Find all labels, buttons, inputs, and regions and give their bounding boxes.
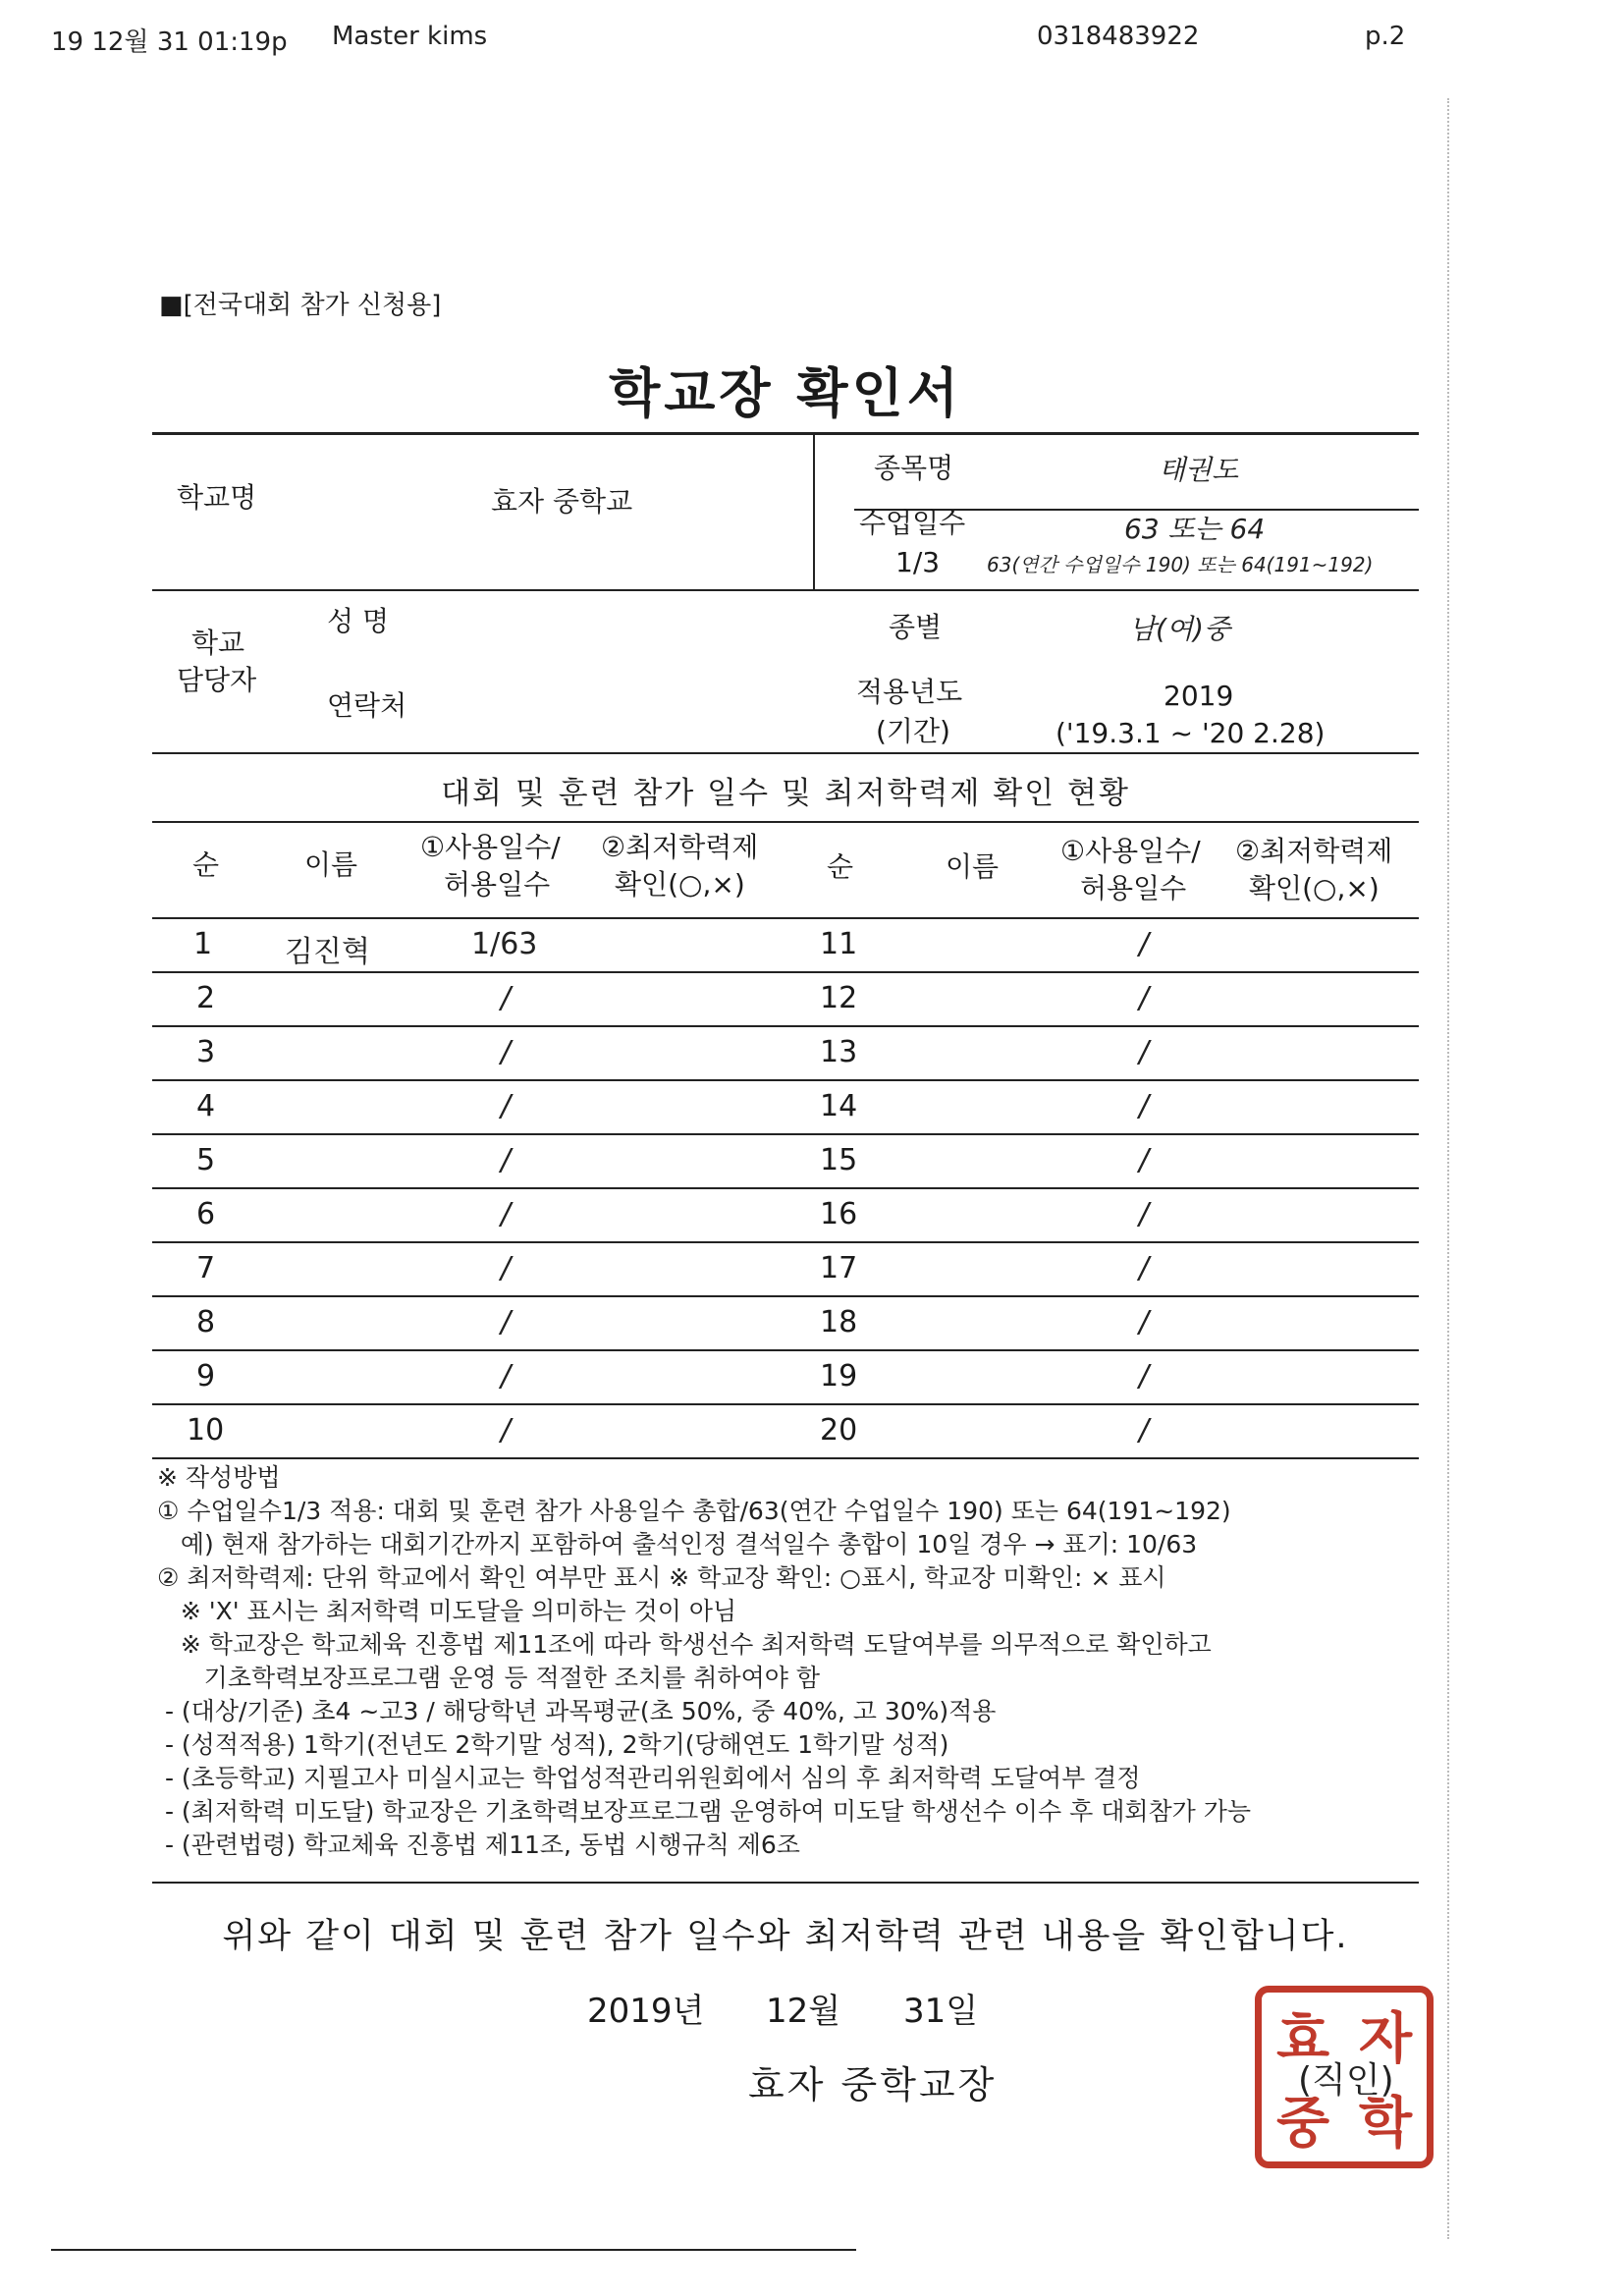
row-num: 5 bbox=[196, 1143, 216, 1177]
seal-char: 자 bbox=[1358, 2007, 1413, 2071]
row-num: 15 bbox=[820, 1143, 858, 1177]
confirmation-text: 위와 같이 대회 및 훈련 참가 일수와 최저학력 관련 내용을 확인합니다. bbox=[222, 1917, 1349, 1956]
info-bottom-border bbox=[152, 752, 1419, 754]
table-row bbox=[152, 1187, 1419, 1243]
header-days-right-2: 허용일수 bbox=[1080, 872, 1187, 904]
row-num: 17 bbox=[820, 1251, 858, 1285]
row-num: 19 bbox=[820, 1359, 858, 1394]
info-top-border bbox=[152, 432, 1419, 435]
row-days: / bbox=[501, 1143, 512, 1177]
note-line: - (관련법령) 학교체육 진흥법 제11조, 동법 시행규칙 제6조 bbox=[157, 1831, 800, 1859]
gender-value: 남(여)중 bbox=[1129, 613, 1230, 645]
note-line: ※ 'X' 표시는 최저학력 미도달을 의미하는 것이 아님 bbox=[157, 1597, 737, 1625]
row-days: / bbox=[1139, 1413, 1150, 1448]
seal-label: (직인) bbox=[1298, 2060, 1394, 2101]
table-row bbox=[152, 1295, 1419, 1351]
row-num: 1 bbox=[193, 927, 213, 961]
row-num: 12 bbox=[820, 981, 858, 1015]
row-days: / bbox=[1139, 1305, 1150, 1339]
fax-datetime: 19 12월 31 01:19p bbox=[51, 27, 288, 57]
note-line: - (초등학교) 지필고사 미실시교는 학업성적관리위원회에서 심의 후 최저학력 도달여부 결정 bbox=[157, 1764, 1141, 1792]
row-days: / bbox=[1139, 1035, 1150, 1069]
header-days-right-1: ①사용일수/ bbox=[1060, 835, 1201, 867]
note-line: - (대상/기준) 초4 ~고3 / 해당학년 과목평균(초 50%, 중 40%, 고 30%)적용 bbox=[157, 1697, 997, 1725]
notes-bottom-border bbox=[152, 1882, 1419, 1884]
page-bottom-line bbox=[51, 2249, 856, 2251]
row-days: / bbox=[1139, 981, 1150, 1015]
row-days: / bbox=[501, 1251, 512, 1285]
row-days: / bbox=[1139, 927, 1150, 961]
header-min-right-1: ②최저학력제 bbox=[1235, 835, 1393, 867]
row-num: 16 bbox=[820, 1197, 858, 1231]
row-num: 20 bbox=[820, 1413, 858, 1448]
days-value: 63 또는 64 bbox=[1124, 513, 1266, 545]
days-label-2: 1/3 bbox=[895, 546, 941, 578]
page-title: 학교장 확인서 bbox=[609, 362, 962, 424]
row-days: 1/63 bbox=[471, 927, 538, 961]
table-row bbox=[152, 1241, 1419, 1297]
year-label-1: 적용년도 bbox=[856, 676, 963, 708]
manager-label-1: 학교 bbox=[191, 627, 245, 659]
fax-sender: Master kims bbox=[332, 22, 488, 51]
row-num: 8 bbox=[196, 1305, 216, 1339]
seal-char: 효 bbox=[1275, 2007, 1330, 2071]
row-num: 10 bbox=[187, 1413, 225, 1448]
instructions bbox=[157, 1461, 1424, 1862]
principal-name: 효자 중학교장 bbox=[748, 2063, 998, 2106]
date-day: 31일 bbox=[903, 1992, 979, 2031]
row-days: / bbox=[501, 1089, 512, 1123]
header-min-left-1: ②최저학력제 bbox=[601, 831, 759, 863]
row-num: 11 bbox=[820, 927, 858, 961]
row-num: 14 bbox=[820, 1089, 858, 1123]
table-row bbox=[152, 917, 1419, 973]
year-value: 2019 bbox=[1164, 680, 1234, 712]
table-row bbox=[152, 1403, 1419, 1459]
name-label: 성 명 bbox=[327, 605, 389, 637]
row-num: 3 bbox=[196, 1035, 216, 1069]
header-days-left-2: 허용일수 bbox=[444, 868, 551, 901]
row-num: 6 bbox=[196, 1197, 216, 1231]
year-label-2: (기간) bbox=[876, 715, 950, 747]
note-line: ※ 작성방법 bbox=[157, 1463, 281, 1492]
row-days: / bbox=[501, 1359, 512, 1394]
event-label: 종목명 bbox=[874, 452, 954, 484]
row-days: / bbox=[1139, 1359, 1150, 1394]
date-month: 12월 bbox=[766, 1992, 841, 2031]
days-note: 63(연간 수업일수 190) 또는 64(191~192) bbox=[987, 553, 1374, 576]
info-divider bbox=[813, 432, 815, 589]
note-line: ① 수업일수1/3 적용: 대회 및 훈련 참가 사용일수 총합/63(연간 수업일수 190) 또는 64(191~192) bbox=[157, 1497, 1231, 1525]
row-days: / bbox=[501, 1305, 512, 1339]
table-row bbox=[152, 1133, 1419, 1189]
row-days: / bbox=[1139, 1089, 1150, 1123]
table-top-border bbox=[152, 821, 1419, 823]
row-num: 9 bbox=[196, 1359, 216, 1394]
contact-label: 연락처 bbox=[327, 689, 407, 722]
row-days: / bbox=[501, 1197, 512, 1231]
row-days: / bbox=[1139, 1143, 1150, 1177]
note-line: - (최저학력 미도달) 학교장은 기초학력보장프로그램 운영하여 미도달 학생선수 이수 후 대회참가 가능 bbox=[157, 1797, 1252, 1826]
seal-char: 학 bbox=[1358, 2092, 1413, 2156]
row-num: 13 bbox=[820, 1035, 858, 1069]
event-value: 태권도 bbox=[1159, 454, 1239, 486]
note-line: - (성적적용) 1학기(전년도 2학기말 성적), 2학기(당해연도 1학기말 성적) bbox=[157, 1730, 949, 1759]
row-days: / bbox=[501, 1413, 512, 1448]
header-name-left: 이름 bbox=[304, 848, 358, 881]
row-num: 2 bbox=[196, 981, 216, 1015]
header-min-right-2: 확인(○,×) bbox=[1249, 872, 1380, 904]
header-min-left-2: 확인(○,×) bbox=[615, 868, 745, 901]
manager-label-2: 담당자 bbox=[177, 664, 257, 696]
period-value: ('19.3.1 ~ '20 2.28) bbox=[1056, 717, 1326, 749]
section-title: 대회 및 훈련 참가 일수 및 최저학력제 확인 현황 bbox=[441, 776, 1130, 811]
date-year: 2019년 bbox=[587, 1992, 705, 2031]
header-days-left-1: ①사용일수/ bbox=[420, 831, 561, 863]
days-label-1: 수업일수 bbox=[859, 507, 966, 539]
table-row bbox=[152, 1079, 1419, 1135]
row-days: / bbox=[501, 981, 512, 1015]
note-line: ② 최저학력제: 단위 학교에서 확인 여부만 표시 ※ 학교장 확인: ○표시, 학교장 미확인: × 표시 bbox=[157, 1563, 1166, 1592]
gender-label: 종별 bbox=[889, 611, 943, 643]
note-line: 기초학력보장프로그램 운영 등 적절한 조치를 취하여야 함 bbox=[157, 1664, 820, 1692]
row-num: 18 bbox=[820, 1305, 858, 1339]
fax-page: p.2 bbox=[1365, 22, 1406, 51]
table-row bbox=[152, 1349, 1419, 1405]
note-line: 예) 현재 참가하는 대회기간까지 포함하여 출석인정 결석일수 총합이 10일 경우 → 표기: 10/63 bbox=[157, 1530, 1198, 1558]
note-line: ※ 학교장은 학교체육 진흥법 제11조에 따라 학생선수 최저학력 도달여부를 의무적으로 확인하고 bbox=[157, 1630, 1212, 1659]
seal-char: 중 bbox=[1275, 2092, 1330, 2156]
row-num: 4 bbox=[196, 1089, 216, 1123]
table-row bbox=[152, 971, 1419, 1027]
fax-phone: 0318483922 bbox=[1037, 22, 1200, 51]
row-days: / bbox=[1139, 1251, 1150, 1285]
school-value: 효자 중학교 bbox=[491, 485, 633, 518]
form-type: ■[전국대회 참가 신청용] bbox=[159, 291, 442, 320]
header-num-left: 순 bbox=[192, 848, 220, 881]
row-days: / bbox=[501, 1035, 512, 1069]
table-row bbox=[152, 1025, 1419, 1081]
header-num-right: 순 bbox=[827, 850, 854, 883]
row-days: / bbox=[1139, 1197, 1150, 1231]
row-num: 7 bbox=[196, 1251, 216, 1285]
school-label: 학교명 bbox=[177, 481, 257, 514]
header-name-right: 이름 bbox=[946, 850, 1000, 883]
info-mid-border bbox=[152, 589, 1419, 591]
row-name: 김진혁 bbox=[285, 935, 370, 969]
